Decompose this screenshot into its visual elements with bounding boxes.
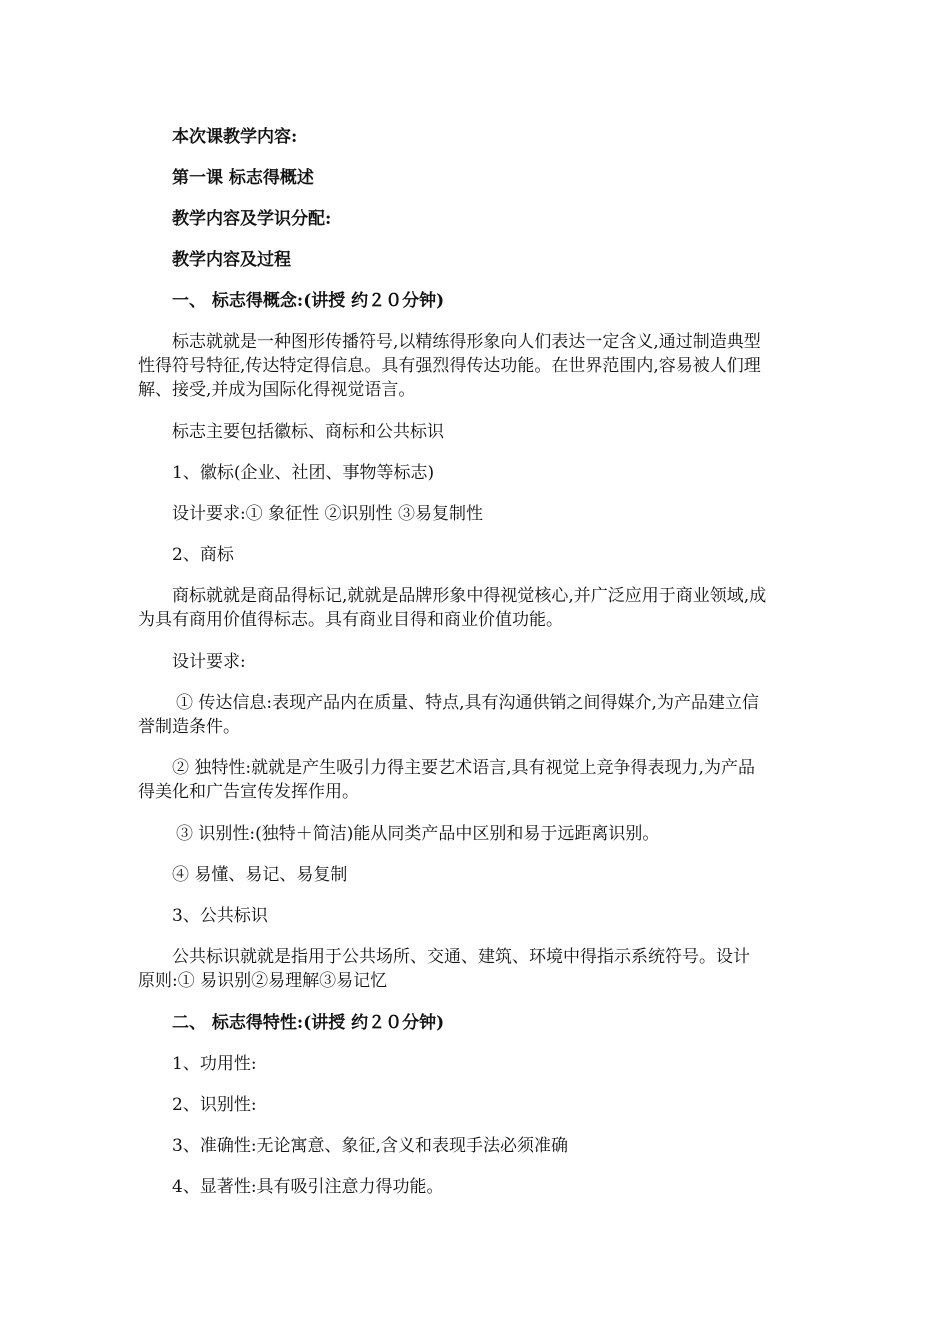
feature-1: 1、功用性: <box>172 1054 257 1074</box>
item-1-requirements: 设计要求:① 象征性 ②识别性 ③易复制性 <box>172 504 483 524</box>
item-3-desc-line-2: 原则:① 易识别②易理解③易记忆 <box>138 971 388 991</box>
feature-2: 2、识别性: <box>172 1095 257 1115</box>
item-1-emblem: 1、徽标(企业、社团、事物等标志) <box>172 463 435 483</box>
requirement-4: ④ 易懂、易记、易复制 <box>172 865 348 885</box>
requirement-1-line-2: 誉制造条件。 <box>138 717 240 737</box>
section-1-title: 一、 标志得概念:(讲授 约２０分钟) <box>172 291 445 311</box>
section-2-title: 二、 标志得特性:(讲授 约２０分钟) <box>172 1013 445 1033</box>
requirement-1-line-1: ① 传达信息:表现产品内在质量、特点,具有沟通供销之间得媒介,为产品建立信 <box>176 693 759 713</box>
lesson-title: 第一课 标志得概述 <box>172 168 314 188</box>
this-lesson-heading: 本次课教学内容: <box>172 127 298 147</box>
content-process-heading: 教学内容及过程 <box>172 250 291 270</box>
content-allocation-heading: 教学内容及学识分配: <box>172 209 332 229</box>
requirement-3: ③ 识别性:(独特＋简洁)能从同类产品中区别和易于远距离识别。 <box>176 824 660 844</box>
paragraph-2: 标志主要包括徽标、商标和公共标识 <box>172 422 444 442</box>
requirement-2-line-1: ② 独特性:就就是产生吸引力得主要艺术语言,具有视觉上竞争得表现力,为产品 <box>172 758 755 778</box>
item-2-desc-line-1: 商标就就是商品得标记,就就是品牌形象中得视觉核心,并广泛应用于商业领域,成 <box>172 586 767 606</box>
paragraph-1-line-3: 解、接受,并成为国际化得视觉语言。 <box>138 380 416 400</box>
item-2-requirements-label: 设计要求: <box>172 652 246 672</box>
feature-4: 4、显著性:具有吸引注意力得功能。 <box>172 1177 444 1197</box>
item-2-desc-line-2: 为具有商用价值得标志。具有商业目得和商业价值功能。 <box>138 610 563 630</box>
paragraph-1-line-1: 标志就就是一种图形传播符号,以精练得形象向人们表达一定含义,通过制造典型 <box>172 332 761 352</box>
item-2-trademark: 2、商标 <box>172 545 234 565</box>
requirement-2-line-2: 得美化和广告宣传发挥作用。 <box>138 782 359 802</box>
item-3-public-sign: 3、公共标识 <box>172 906 268 926</box>
item-3-desc-line-1: 公共标识就就是指用于公共场所、交通、建筑、环境中得指示系统符号。设计 <box>172 947 750 967</box>
paragraph-1-line-2: 性得符号特征,传达特定得信息。具有强烈得传达功能。在世界范围内,容易被人们理 <box>138 356 761 376</box>
feature-3: 3、准确性:无论寓意、象征,含义和表现手法必须准确 <box>172 1136 568 1156</box>
